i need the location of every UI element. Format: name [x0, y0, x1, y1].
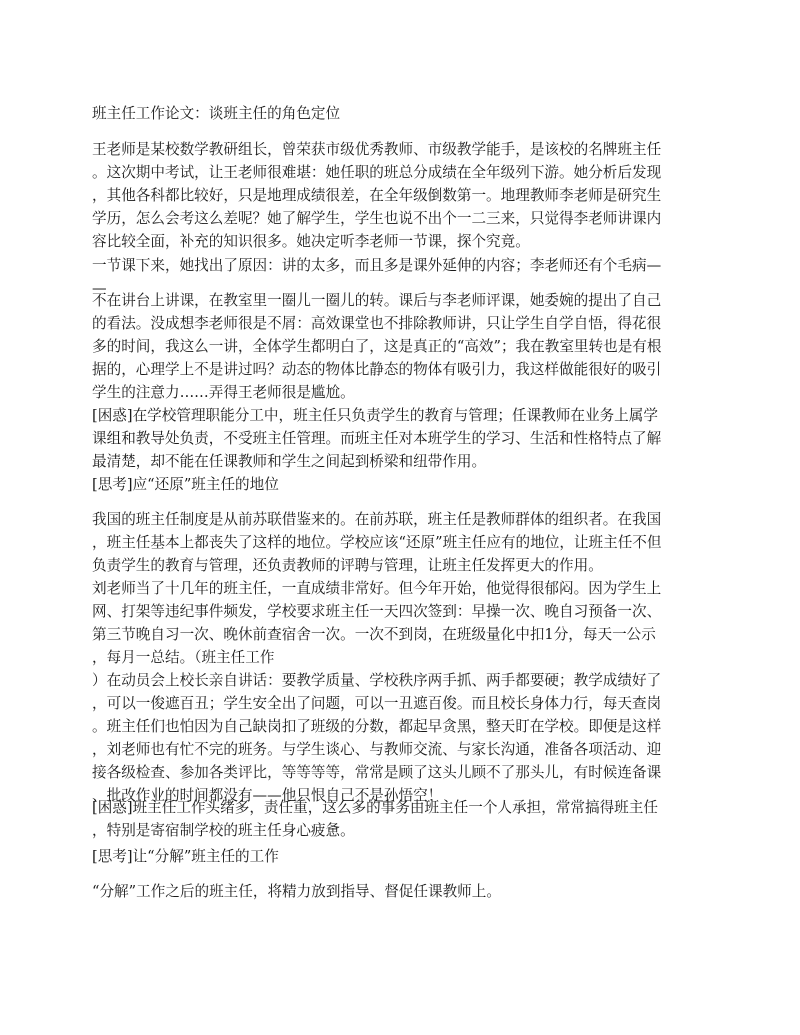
text-line: 的看法。没成想李老师很是不屑：高效课堂也不排除教师讲，只让学生自学自悟，得花很 [92, 315, 662, 332]
text-line: 。班主任们也怕因为自己缺岗扣了班级的分数，都起早贪黑，整天盯在学校。即便是这样 [92, 718, 662, 735]
text-line: 接各级检查、参加各类评比，等等等等，常常是顾了这头儿顾不了那头儿，有时候连备课 [92, 764, 662, 781]
text-line: 、批改作业的时间都没有——他只恨自己不是孙悟空！ [92, 787, 443, 804]
text-line: 学历，怎么会考这么差呢？她了解学生，学生也说不出个一二三来，只觉得李老师讲课内 [92, 210, 662, 227]
text-line: 一节课下来，她找出了原因：讲的太多，而且多是课外延伸的内容；李老师还有个毛病— [92, 257, 662, 274]
paragraph-4 [92, 404, 661, 473]
text-line: — [92, 280, 107, 297]
text-line: 不在讲台上讲课，在教室里一圈儿一圈儿的转。课后与李老师评课，她委婉的提出了自己 [92, 292, 662, 309]
text-line: 刘老师当了十几年的班主任，一直成绩非常好。但今年开始，他觉得很郁闷。因为学生上 [92, 580, 662, 597]
section-heading-restore [92, 473, 279, 496]
paragraph-3 [92, 289, 662, 404]
paragraph-1 [92, 138, 661, 253]
paragraph-6 [92, 577, 661, 807]
text-line: ，可以一俊遮百丑；学生安全出了问题，可以一丑遮百俊。而且校长身体力行，每天查岗 [92, 695, 662, 712]
text-line: 课组和教导处负责，不受班主任管理。而班主任对本班学生的学习、生活和性格特点了解 [92, 430, 662, 447]
text-line: 学生的注意力……弄得王老师很是尴尬。 [92, 384, 355, 401]
paragraph-5 [92, 508, 662, 577]
text-line: ，刘老师也有忙不完的班务。与学生谈心、与教师交流、与家长沟通，准备各项活动、迎 [92, 741, 662, 758]
text-line: ，特别是寄宿制学校的班主任身心疲惫。 [92, 822, 355, 839]
text-line: “分解”工作之后的班主任，将精力放到指导、督促任课教师上。 [92, 883, 501, 900]
text-line: 第三节晚自习一次、晚休前查宿舍一次。一次不到岗，在班级量化中扣1分，每天一公示 [92, 626, 656, 643]
text-line: 网、打架等违纪事件频发，学校要求班主任一天四次签到：早操一次、晚自习预备一次、 [92, 603, 662, 620]
paragraph-8 [92, 880, 501, 903]
text-line: ，每月一总结。（班主任工作 [92, 649, 275, 666]
text-line: [思考]应“还原”班主任的地位 [92, 476, 279, 493]
text-line: ，其他各科都比较好，只是地理成绩很差，在全年级倒数第一。地理教师李老师是研究生 [92, 187, 662, 204]
text-line: [困惑]在学校管理职能分工中，班主任只负责学生的教育与管理；任课教师在业务上属学 [92, 407, 658, 424]
section-heading-decompose [92, 845, 279, 868]
text-line: [困惑]班主任工作头绪多，责任重，这么多的事务由班主任一个人承担，常常搞得班主任 [92, 799, 658, 816]
text-line: 容比较全面，补充的知识很多。她决定听李老师一节课，探个究竟。 [92, 233, 530, 250]
document-title: 班主任工作论文：谈班主任的角色定位 [92, 105, 341, 122]
text-line: [思考]让“分解”班主任的工作 [92, 848, 279, 865]
text-line: 多的时间，我这么一讲，全体学生都明白了，这是真正的“高效”；我在教室里转也是有根 [92, 338, 662, 355]
text-line: 最清楚，却不能在任课教师和学生之间起到桥梁和纽带作用。 [92, 453, 487, 470]
text-line: 负责学生的教育与管理，还负责教师的评聘与管理，让班主任发挥更大的作用。 [92, 557, 603, 574]
text-line: 我国的班主任制度是从前苏联借鉴来的。在前苏联，班主任是教师群体的组织者。在我国 [92, 511, 662, 528]
text-line: ，班主任基本上都丧失了这样的地位。学校应该“还原”班主任应有的地位，让班主任不但 [92, 534, 662, 551]
text-line: 王老师是某校数学教研组长，曾荣获市级优秀教师、市级教学能手，是该校的名牌班主任 [92, 141, 662, 158]
text-line: ）在动员会上校长亲自讲话：要教学质量、学校秩序两手抓、两手都要硬；教学成绩好了 [92, 672, 662, 689]
text-line: 。这次期中考试，让王老师很难堪：她任职的班总分成绩在全年级列下游。她分析后发现 [92, 164, 662, 181]
paragraph-7 [92, 796, 658, 842]
text-line: 据的，心理学上不是讲过吗？动态的物体比静态的物体有吸引力，我这样做能很好的吸引 [92, 361, 662, 378]
